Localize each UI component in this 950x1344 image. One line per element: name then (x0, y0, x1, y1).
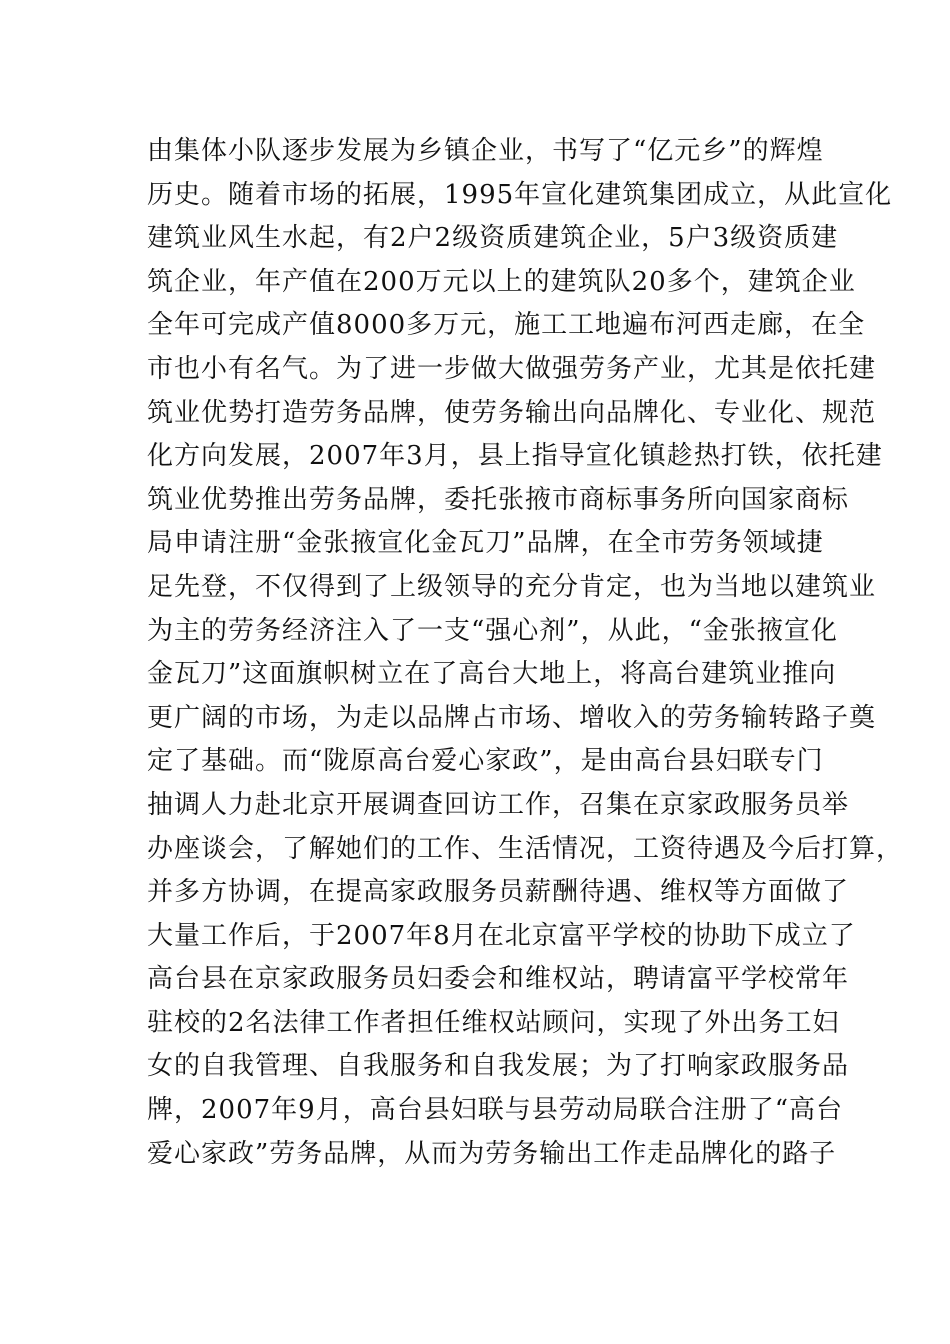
text-line: 并多方协调，在提高家政服务员薪酬待遇、维权等方面做了 (147, 877, 850, 908)
text-line: 全年可完成产值8000多万元，施工工地遍布河西走廊，在全 (147, 310, 866, 341)
text-line: 历史。随着市场的拓展，1995年宣化建筑集团成立，从此宣化 (147, 179, 893, 210)
text-line: 大量工作后，于2007年8月在北京富平学校的协助下成立了 (147, 920, 856, 951)
text-line: 女的自我管理、自我服务和自我发展；为了打响家政服务品 (147, 1051, 850, 1082)
text-line: 高台县在京家政服务员妇委会和维权站，聘请富平学校常年 (147, 964, 850, 995)
text-line: 筑企业，年产值在200万元以上的建筑队20多个，建筑企业 (147, 266, 856, 297)
body-text (147, 130, 904, 1176)
text-line: 办座谈会，了解她们的工作、生活情况，工资待遇及今后打算， (147, 833, 904, 864)
text-line: 建筑业风生水起，有2户2级资质建筑企业，5户3级资质建 (147, 223, 839, 254)
text-line: 金瓦刀”这面旗帜树立在了高台大地上，将高台建筑业推向 (147, 659, 837, 690)
text-line: 市也小有名气。为了进一步做大做强劳务产业，尤其是依托建 (147, 353, 877, 384)
text-line: 驻校的2名法律工作者担任维权站顾问，实现了外出务工妇 (147, 1007, 840, 1038)
text-line: 筑业优势推出劳务品牌，委托张掖市商标事务所向国家商标 (147, 484, 850, 515)
text-line: 局申请注册“金张掖宣化金瓦刀”品牌，在全市劳务领域捷 (147, 528, 824, 559)
text-line: 化方向发展，2007年3月，县上指导宣化镇趁热打铁，依托建 (147, 441, 883, 472)
text-line: 足先登，不仅得到了上级领导的充分肯定，也为当地以建筑业 (147, 571, 877, 602)
text-line: 筑业优势打造劳务品牌，使劳务输出向品牌化、专业化、规范 (147, 397, 877, 428)
text-line: 爱心家政”劳务品牌，从而为劳务输出工作走品牌化的路子 (147, 1138, 837, 1169)
text-line: 由集体小队逐步发展为乡镇企业，书写了“亿元乡”的辉煌 (147, 136, 824, 166)
text-line: 定了基础。而“陇原高台爱心家政”，是由高台县妇联专门 (147, 746, 824, 777)
text-line: 牌，2007年9月，高台县妇联与县劳动局联合注册了“高台 (147, 1095, 844, 1126)
text-line: 更广阔的市场，为走以品牌占市场、增收入的劳务输转路子奠 (147, 702, 877, 733)
text-line: 抽调人力赴北京开展调查回访工作，召集在京家政服务员举 (147, 789, 850, 820)
text-line: 为主的劳务经济注入了一支“强心剂”，从此，“金张掖宣化 (147, 615, 838, 646)
